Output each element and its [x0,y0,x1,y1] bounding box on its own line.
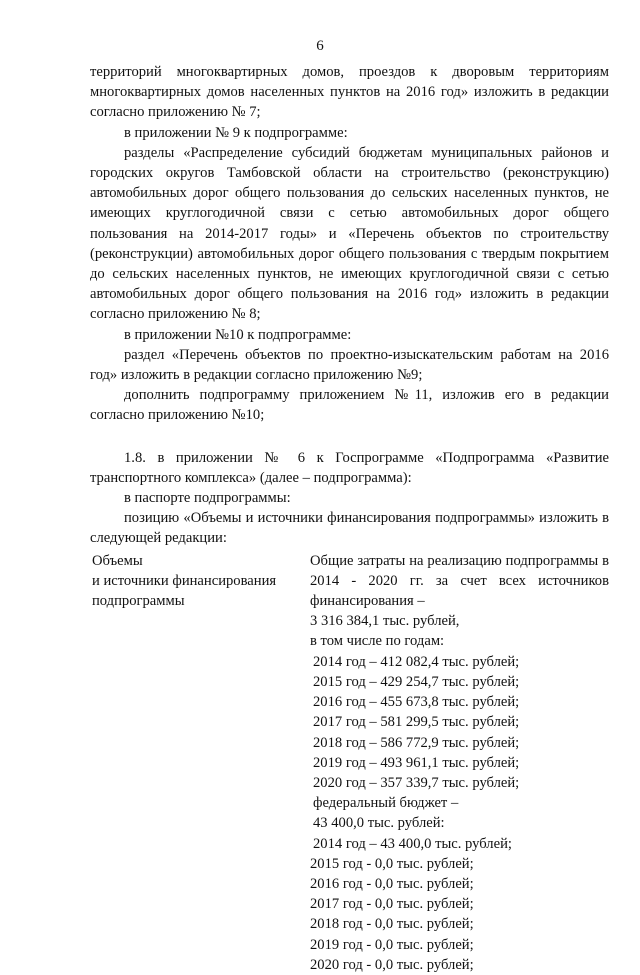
paragraph-position: позицию «Объемы и источники финансирования подпрограммы» изложить в следующей редакции: [90,510,609,547]
year-row: 2014 год – 412 082,4 тыс. рублей; [313,653,520,670]
paragraph-continuation: территорий многоквартирных домов, проездов к дворовым территориям многоквартирных домов населенных пунктов на 2016 год» изложить в редакции согласно приложению № 7; [90,64,609,121]
paragraph-section-list: раздел «Перечень объектов по проектно-изыскательским работам на 2016 год» изложить в редакции согласно приложению №9; [90,346,609,384]
label-line: подпрограммы [92,593,185,610]
federal-year-row: 2016 год - 0,0 тыс. рублей; [310,875,474,892]
financing-total: 3 316 384,1 тыс. рублей, [310,613,460,630]
spacer [90,426,609,448]
year-row: 2016 год – 455 673,8 тыс. рублей; [313,694,520,711]
paragraph-appendix-10: в приложении №10 к подпрограмме: [124,326,352,343]
paragraph-passport: в паспорте подпрограммы: [124,490,291,507]
federal-year-row: 2015 год - 0,0 тыс. рублей; [310,855,474,872]
paragraph-supplement: дополнить подпрограмму приложением №11, изложив его в редакции согласно приложению №10; [90,387,609,424]
by-years-label: в том числе по годам: [310,633,445,650]
financing-table-values [310,551,609,975]
financing-table-label [90,551,310,975]
federal-total: 43 400,0 тыс. рублей: [313,815,445,832]
document-body [90,62,609,975]
paragraph-sections: разделы «Распределение субсидий бюджетам муниципальных районов и городских округов Тамбовской области на строительство (реконструкцию) автомобильных дорог общего пользования до сельских населенных пунктов, не имеющих круглогодичной связи с сетью автомобильных дорог общего пользования на 2014-2017 годы» и «Перечень объектов по строительству (реконструкции) автомобильных дорог общего пользования с твердым покрытием до сельских населенных пунктов, не имеющих круглогодичной связи с сетью автомобильных дорог общего пользования на 2016 год» изложить в редакции согласно приложению № 8; [90,144,609,323]
page-number: 6 [316,38,324,54]
year-row: 2017 год – 581 299,5 тыс. рублей; [313,714,520,731]
label-line: и источники финансирования [92,572,277,589]
label-line: Объемы [92,552,143,569]
financing-intro: Общие затраты на реализацию подпрограммы в 2014 - 2020 гг. за счет всех источников финансирования – [310,552,609,610]
paragraph-appendix-9: в приложении № 9 к подпрограмме: [124,124,348,141]
year-row: 2015 год – 429 254,7 тыс. рублей; [313,673,520,690]
federal-year-row: 2014 год – 43 400,0 тыс. рублей; [313,835,512,852]
year-row: 2020 год – 357 339,7 тыс. рублей; [313,774,520,791]
year-row: 2019 год – 493 961,1 тыс. рублей; [313,754,520,771]
federal-year-row: 2020 год - 0,0 тыс. рублей; [310,956,474,973]
year-row: 2018 год – 586 772,9 тыс. рублей; [313,734,520,751]
federal-year-row: 2019 год - 0,0 тыс. рублей; [310,936,474,953]
paragraph-1-8: 1.8. в приложении № 6 к Госпрограмме «Подпрограмма «Развитие транспортного комплекса» (далее – подпрограмма): [90,449,609,486]
federal-year-row: 2017 год - 0,0 тыс. рублей; [310,896,474,913]
financing-table [90,551,609,975]
federal-label: федеральный бюджет – [313,795,459,812]
federal-year-row: 2018 год - 0,0 тыс. рублей; [310,916,474,933]
